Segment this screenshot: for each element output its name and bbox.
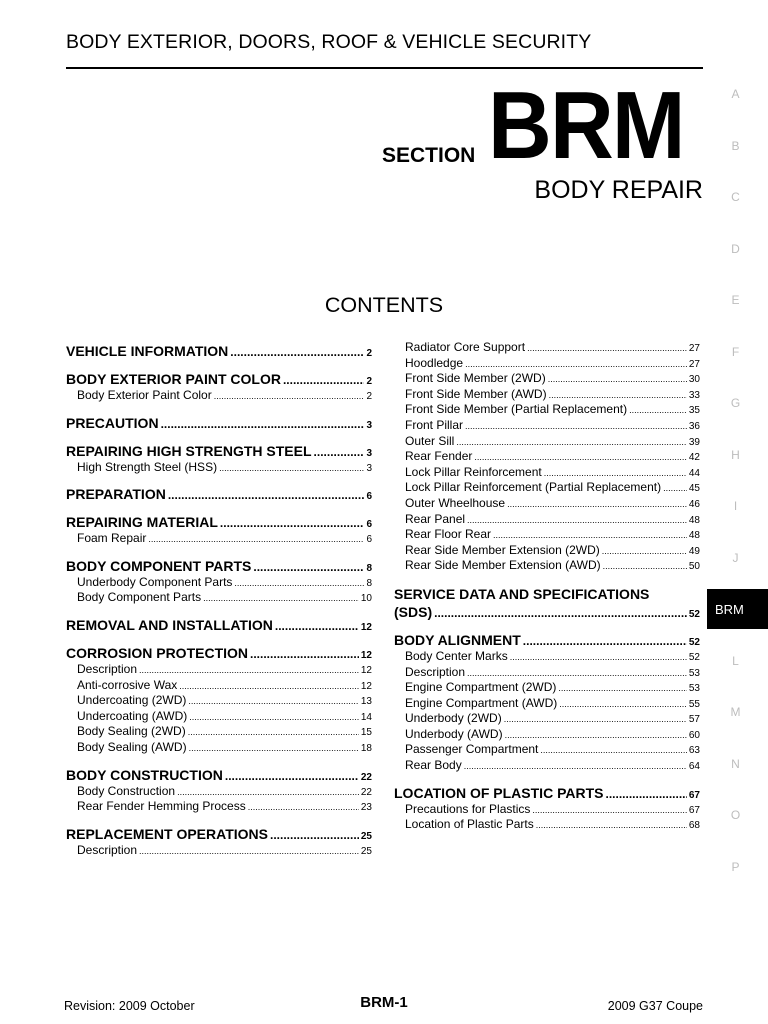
index-tab-i[interactable]: I <box>733 499 738 513</box>
leader-dots <box>467 666 687 681</box>
leader-dots <box>214 389 365 404</box>
leader-dots <box>559 697 687 712</box>
leader-dots <box>253 559 364 575</box>
toc-entry-title: Front Pillar <box>405 417 464 432</box>
toc-entry-page: 50 <box>688 561 700 573</box>
toc-entry-page: 6 <box>366 491 372 503</box>
toc-entry-sub[interactable] <box>394 465 700 481</box>
toc-entry-main[interactable] <box>66 514 372 531</box>
toc-entry-title: Anti-corrosive Wax <box>77 677 178 692</box>
toc-entry-sub[interactable] <box>66 740 372 756</box>
toc-entry-page: 2 <box>366 348 372 359</box>
leader-dots <box>314 444 365 460</box>
toc-entry-title: Underbody (AWD) <box>405 726 503 741</box>
index-tab-d[interactable]: D <box>731 241 740 256</box>
toc-entry-main[interactable] <box>66 617 372 634</box>
toc-entry-sub[interactable] <box>394 496 700 512</box>
toc-entry-sub[interactable] <box>394 649 700 665</box>
leader-dots <box>558 681 686 696</box>
toc-entry-main[interactable] <box>66 486 372 503</box>
toc-entry-page: 27 <box>688 343 700 354</box>
toc-entry-sub[interactable] <box>394 356 700 372</box>
leader-dots <box>148 532 364 547</box>
leader-dots <box>456 435 687 450</box>
toc-entry-sub[interactable] <box>394 558 700 574</box>
toc-entry-page: 53 <box>688 683 700 695</box>
index-tab-m[interactable]: M <box>730 705 741 719</box>
toc-entry-page: 15 <box>360 727 372 739</box>
leader-dots <box>189 741 359 756</box>
toc-entry-page: 22 <box>360 786 372 798</box>
leader-dots <box>507 497 687 512</box>
leader-dots <box>139 844 359 859</box>
toc-entry-title: Radiator Core Support <box>405 340 526 354</box>
index-tab-n[interactable]: N <box>731 756 740 771</box>
toc-entry-title: Precautions for Plastics <box>405 801 531 816</box>
leader-dots <box>510 650 687 665</box>
index-tab-p[interactable]: P <box>731 859 740 874</box>
index-tab-j[interactable]: J <box>732 550 739 565</box>
toc-entry-sub[interactable] <box>394 434 700 450</box>
leader-dots <box>230 344 364 360</box>
leader-dots <box>248 800 359 815</box>
toc-entry-page: 48 <box>688 530 700 542</box>
toc-entry-title: Rear Side Member Extension (2WD) <box>405 542 600 557</box>
leader-dots <box>629 403 687 418</box>
toc-entry-title: Undercoating (AWD) <box>77 708 188 723</box>
toc-entry-sub[interactable] <box>394 758 700 774</box>
toc-right-column <box>394 340 700 833</box>
toc-entry-title: Passenger Compartment <box>405 742 539 757</box>
leader-dots <box>179 679 359 694</box>
toc-entry-title: Description <box>77 842 138 857</box>
index-tab-c[interactable]: C <box>731 190 740 204</box>
toc-entry-title: Body Construction <box>77 783 176 798</box>
leader-dots <box>219 461 364 476</box>
leader-dots <box>505 728 687 743</box>
toc-entry-sub[interactable] <box>66 662 372 678</box>
toc-entry-main[interactable] <box>66 558 372 575</box>
toc-entry-sub[interactable] <box>394 665 700 681</box>
leader-dots <box>188 725 359 740</box>
toc-entry-main[interactable] <box>394 585 700 621</box>
toc-entry-sub[interactable] <box>394 512 700 528</box>
toc-entry-page: 18 <box>360 742 372 754</box>
toc-entry-page: 14 <box>360 711 372 723</box>
toc-entry-page: 67 <box>688 804 700 816</box>
toc-entry-title: Rear Side Member Extension (AWD) <box>405 558 601 573</box>
leader-dots <box>465 357 687 372</box>
toc-entry-page: 12 <box>360 680 372 692</box>
leader-dots <box>549 388 687 403</box>
toc-entry-title: Rear Fender <box>405 449 473 464</box>
toc-entry-sub[interactable] <box>394 402 700 418</box>
toc-entry-title: BODY ALIGNMENT <box>394 631 521 648</box>
section-name: BODY REPAIR <box>534 176 703 204</box>
toc-entry-page: 22 <box>360 771 372 783</box>
toc-entry-sub[interactable] <box>394 371 700 387</box>
toc-entry-title: Body Sealing (2WD) <box>77 724 186 739</box>
toc-entry-sub[interactable] <box>66 709 372 725</box>
header-rule <box>66 67 703 69</box>
toc-entry-title: Rear Body <box>405 758 462 773</box>
toc-entry-sub[interactable] <box>66 724 372 740</box>
toc-entry-page: 13 <box>360 696 372 708</box>
index-tab-e[interactable]: E <box>731 293 740 307</box>
footer-revision: Revision: 2009 October <box>64 999 195 1013</box>
leader-dots <box>139 663 359 678</box>
toc-entry-title: Body Component Parts <box>77 590 202 605</box>
toc-entry-page: 45 <box>688 483 700 495</box>
toc-entry-page: 52 <box>688 608 700 620</box>
leader-dots <box>540 743 686 758</box>
leader-dots <box>467 513 687 528</box>
toc-entry-page: 30 <box>688 374 700 386</box>
toc-entry-sub[interactable] <box>66 799 372 815</box>
toc-entry-sub[interactable] <box>394 680 700 696</box>
leader-dots <box>161 416 365 432</box>
toc-entry-sub[interactable] <box>394 418 700 434</box>
toc-entry-page: 12 <box>360 649 372 661</box>
leader-dots <box>188 694 359 709</box>
leader-dots <box>465 419 687 434</box>
toc-entry-main[interactable] <box>66 443 372 460</box>
toc-entry-title: REPLACEMENT OPERATIONS <box>66 825 268 842</box>
toc-entry-title: BODY CONSTRUCTION <box>66 766 223 783</box>
toc-entry-page: 67 <box>688 789 700 801</box>
leader-dots <box>474 450 687 465</box>
leader-dots <box>544 466 687 481</box>
toc-entry-page: 63 <box>688 745 700 757</box>
toc-entry-title: VEHICLE INFORMATION <box>66 343 229 359</box>
toc-entry-sub[interactable] <box>394 387 700 403</box>
toc-entry-page: 64 <box>688 761 700 773</box>
leader-dots <box>203 591 359 606</box>
leader-dots <box>234 576 364 591</box>
toc-entry-page: 6 <box>366 534 372 546</box>
toc-entry-sub[interactable] <box>66 575 372 591</box>
toc-entry-sub[interactable] <box>394 711 700 727</box>
toc-entry-title: Underbody Component Parts <box>77 574 233 589</box>
leader-dots <box>250 646 359 662</box>
toc-entry-page: 3 <box>366 419 372 431</box>
toc-entry-main[interactable] <box>394 632 700 649</box>
toc-entry-main[interactable] <box>66 343 372 360</box>
toc-entry-sub[interactable] <box>66 460 372 476</box>
toc-entry-sub[interactable] <box>394 449 700 465</box>
toc-entry-sub[interactable] <box>66 678 372 694</box>
toc-entry-main[interactable] <box>394 785 700 802</box>
header-title: BODY EXTERIOR, DOORS, ROOF & VEHICLE SECURITY <box>66 31 592 53</box>
leader-dots <box>493 528 687 543</box>
toc-entry-page: 2 <box>366 376 372 387</box>
toc-entry-title: Body Sealing (AWD) <box>77 739 187 754</box>
toc-entry-page: 23 <box>360 802 372 814</box>
toc-entry-title: (SDS) <box>394 603 433 620</box>
toc-entry-page: 3 <box>366 462 372 474</box>
leader-dots <box>177 785 359 800</box>
toc-entry-sub[interactable] <box>66 693 372 709</box>
toc-entry-title: Rear Fender Hemming Process <box>77 799 246 814</box>
toc-entry-page: 33 <box>688 389 700 401</box>
index-tab-a[interactable]: A <box>731 87 740 101</box>
toc-entry-page: 6 <box>366 519 372 531</box>
index-tab-brm[interactable]: BRM <box>707 589 768 629</box>
toc-entry-page: 36 <box>688 420 700 432</box>
toc-entry-page: 52 <box>688 636 700 648</box>
toc-entry-page: 39 <box>688 436 700 448</box>
toc-entry-title: BODY COMPONENT PARTS <box>66 557 252 574</box>
toc-entry-page: 60 <box>688 729 700 741</box>
leader-dots <box>536 818 687 833</box>
toc-entry-sub[interactable] <box>394 340 700 356</box>
toc-entry-page: 46 <box>688 498 700 510</box>
leader-dots <box>225 768 359 784</box>
toc-entry-title: CORROSION PROTECTION <box>66 644 249 661</box>
leader-dots <box>527 341 687 356</box>
toc-entry-title: Front Side Member (AWD) <box>405 386 547 401</box>
toc-entry-page: 52 <box>688 651 700 663</box>
leader-dots <box>464 759 687 774</box>
footer-page-id: BRM-1 <box>360 994 408 1011</box>
toc-entry-title: REMOVAL AND INSTALLATION <box>66 616 273 633</box>
toc-entry-title: Body Exterior Paint Color <box>77 388 212 402</box>
toc-entry-main[interactable] <box>66 826 372 843</box>
toc-entry-title: PREPARATION <box>66 486 166 503</box>
index-tab-f[interactable]: F <box>731 344 740 359</box>
toc-entry-title: Underbody (2WD) <box>405 711 502 726</box>
toc-entry-sub[interactable] <box>66 843 372 859</box>
toc-entry-title: LOCATION OF PLASTIC PARTS <box>394 784 604 801</box>
toc-entry-title: Description <box>405 664 466 679</box>
toc-entry-title: Rear Floor Rear <box>405 527 492 542</box>
toc-entry-sub[interactable] <box>66 784 372 800</box>
toc-entry-sub[interactable] <box>394 802 700 818</box>
toc-entry-sub[interactable] <box>394 696 700 712</box>
toc-entry-page: 12 <box>360 621 372 633</box>
toc-entry-page: 12 <box>360 664 372 676</box>
leader-dots <box>189 710 359 725</box>
toc-entry-title: BODY EXTERIOR PAINT COLOR <box>66 371 281 387</box>
leader-dots <box>270 827 359 843</box>
index-tab-b[interactable]: B <box>731 138 740 153</box>
toc-entry-page: 55 <box>688 698 700 710</box>
section-code: BRM <box>488 72 684 179</box>
toc-entry-sub[interactable] <box>66 388 372 404</box>
toc-entry-page: 25 <box>360 830 372 842</box>
toc-entry-title: Hoodledge <box>405 355 464 370</box>
toc-entry-page: 8 <box>366 562 372 574</box>
leader-dots <box>504 712 687 727</box>
toc-entry-title: Outer Sill <box>405 433 455 448</box>
toc-entry-title-line: SERVICE DATA AND SPECIFICATIONS <box>394 585 650 602</box>
footer-model: 2009 G37 Coupe <box>607 999 703 1013</box>
leader-dots <box>605 786 686 802</box>
leader-dots <box>434 605 687 621</box>
toc-entry-sub[interactable] <box>394 817 700 833</box>
toc-entry-page: 48 <box>688 514 700 526</box>
toc-entry-sub[interactable] <box>394 527 700 543</box>
leader-dots <box>663 481 687 496</box>
toc-entry-main[interactable] <box>66 371 372 388</box>
toc-entry-sub[interactable] <box>394 727 700 743</box>
toc-entry-main[interactable] <box>66 645 372 662</box>
toc-entry-sub[interactable] <box>66 531 372 547</box>
toc-entry-title: Location of Plastic Parts <box>405 817 534 832</box>
toc-entry-sub[interactable] <box>394 480 700 496</box>
toc-entry-title: Rear Panel <box>405 511 466 526</box>
index-tab-l[interactable]: L <box>732 653 739 668</box>
leader-dots <box>168 487 365 503</box>
toc-entry-page: 10 <box>360 593 372 605</box>
toc-entry-title: PRECAUTION <box>66 414 159 431</box>
toc-entry-sub[interactable] <box>66 590 372 606</box>
toc-entry-title: Undercoating (2WD) <box>77 693 187 708</box>
toc-entry-page: 8 <box>366 577 372 589</box>
leader-dots <box>220 515 365 531</box>
leader-dots <box>283 372 364 388</box>
toc-entry-title: Foam Repair <box>77 531 147 546</box>
toc-entry-title: REPAIRING HIGH STRENGTH STEEL <box>66 442 312 459</box>
toc-left-column <box>66 340 372 858</box>
toc-entry-main[interactable] <box>66 767 372 784</box>
toc-entry-title: Lock Pillar Reinforcement <box>405 464 542 479</box>
toc-entry-title: High Strength Steel (HSS) <box>77 459 218 474</box>
toc-entry-page: 68 <box>688 820 700 832</box>
toc-entry-page: 35 <box>688 405 700 417</box>
toc-entry-main[interactable] <box>66 415 372 432</box>
toc-entry-title: Front Side Member (2WD) <box>405 371 546 386</box>
toc-entry-page: 49 <box>688 545 700 557</box>
leader-dots <box>603 559 687 574</box>
toc-entry-title: Front Side Member (Partial Replacement) <box>405 402 628 417</box>
leader-dots <box>532 803 686 818</box>
index-tab-g[interactable]: G <box>730 396 741 410</box>
leader-dots <box>602 544 687 559</box>
toc-entry-page: 25 <box>360 845 372 857</box>
toc-entry-title: Lock Pillar Reinforcement (Partial Replacement) <box>405 480 662 495</box>
index-tab-h[interactable]: H <box>731 447 740 462</box>
toc-entry-page: 42 <box>688 452 700 464</box>
toc-entry-title: Engine Compartment (AWD) <box>405 695 558 710</box>
toc-entry-sub[interactable] <box>394 742 700 758</box>
leader-dots <box>275 618 359 634</box>
section-label: SECTION <box>382 144 476 167</box>
toc-entry-page: 3 <box>366 447 372 459</box>
contents-title: CONTENTS <box>324 293 444 317</box>
toc-entry-title: Description <box>77 661 138 676</box>
toc-entry-title: Outer Wheelhouse <box>405 495 506 510</box>
toc-entry-page: 57 <box>688 714 700 726</box>
leader-dots <box>548 372 687 387</box>
toc-entry-page: 44 <box>688 467 700 479</box>
leader-dots <box>523 633 687 649</box>
toc-entry-page: 27 <box>688 358 700 370</box>
index-tab-o[interactable]: O <box>730 808 741 822</box>
toc-entry-title: Body Center Marks <box>405 648 508 663</box>
toc-entry-page: 53 <box>688 667 700 679</box>
toc-entry-title: REPAIRING MATERIAL <box>66 514 218 531</box>
toc-entry-page: 2 <box>366 391 372 402</box>
toc-entry-title: Engine Compartment (2WD) <box>405 680 557 695</box>
toc-entry-sub[interactable] <box>394 543 700 559</box>
